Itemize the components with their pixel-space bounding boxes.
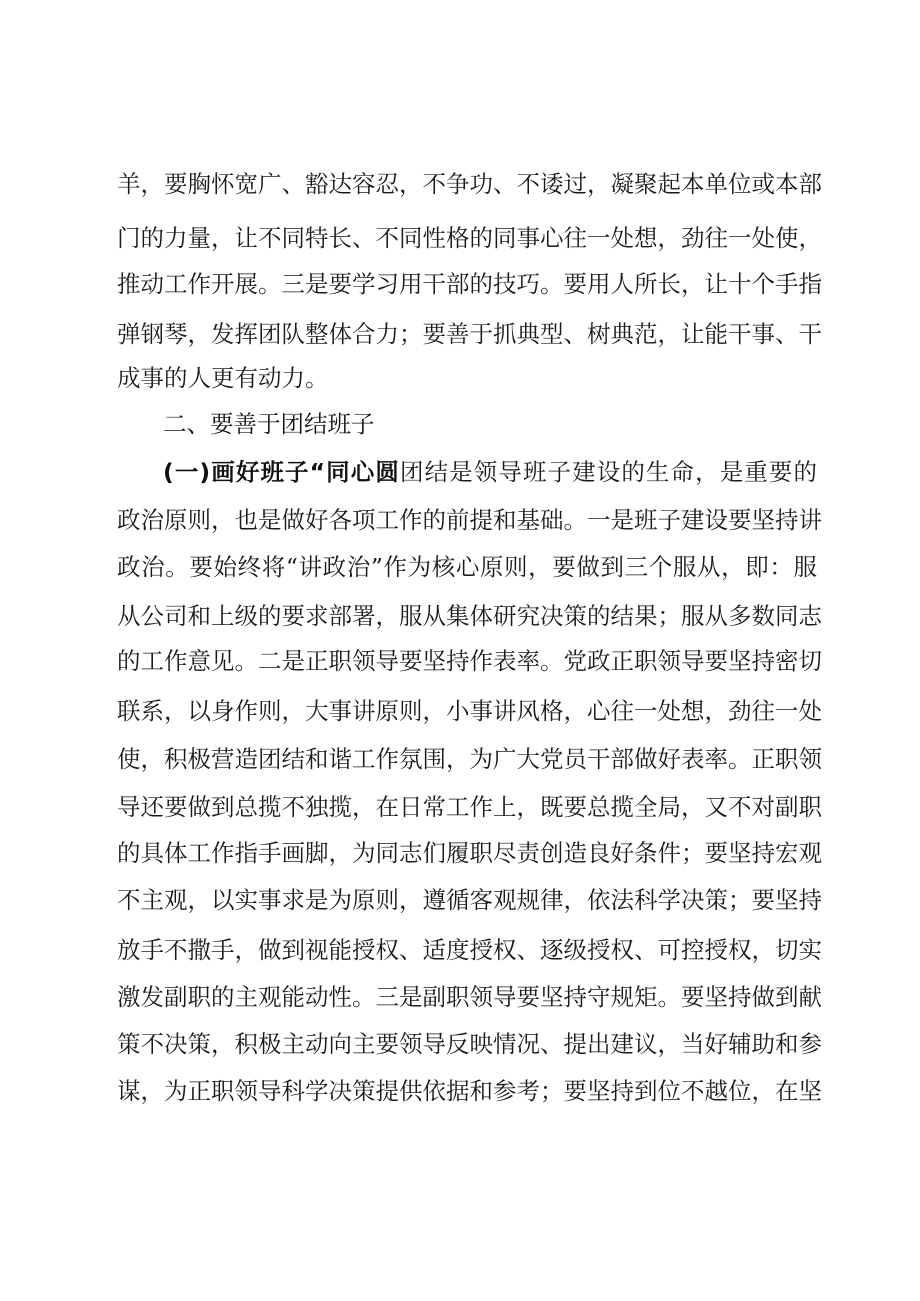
paragraph-line: 放手不撒手，做到视能授权、适度授权、逐级授权、可控授权，切实 — [117, 936, 822, 964]
subsection-title: (一)画好班子“同心圆 — [163, 458, 400, 486]
paragraph-line: 策不决策，积极主动向主要领导反映情况、提出建议，当好辅助和参 — [117, 1030, 822, 1058]
paragraph-line: 弹钢琴，发挥团队整体合力；要善于抓典型、树典范，让能干事、干 — [117, 320, 822, 348]
paragraph-line: 政治。要始终将“讲政治”作为核心原则，要做到三个服从，即：服 — [117, 553, 817, 581]
paragraph-line: 的具体工作指手画脚，为同志们履职尽责创造良好条件；要坚持宏观 — [117, 839, 822, 867]
section-heading: 二、要善于团结班子 — [163, 410, 375, 438]
paragraph-line: 谋，为正职领导科学决策提供依据和参考；要坚持到位不越位，在坚 — [117, 1077, 822, 1105]
paragraph-line: 从公司和上级的要求部署，服从集体研究决策的结果；服从多数同志 — [117, 602, 822, 630]
paragraph-line: 推动工作开展。三是要学习用干部的技巧。要用人所长，让十个手指 — [117, 270, 822, 298]
paragraph-line: 羊，要胸怀宽广、豁达容忍，不争功、不诿过，凝聚起本单位或本部 — [117, 170, 822, 198]
paragraph-line: 政治原则，也是做好各项工作的前提和基础。一是班子建设要坚持讲 — [117, 506, 822, 534]
paragraph-line: 的工作意见。二是正职领导要坚持作表率。党政正职领导要坚持密切 — [117, 647, 822, 675]
paragraph-line: 激发副职的主观能动性。三是副职领导要坚持守规矩。要坚持做到献 — [117, 983, 822, 1011]
subsection-first-line — [163, 452, 817, 492]
paragraph-line: 导还要做到总揽不独揽，在日常工作上，既要总揽全局，又不对副职 — [117, 793, 822, 821]
paragraph-line: 成事的人更有动力。 — [117, 364, 329, 392]
paragraph-line: 使，积极营造团结和谐工作氛围，为广大党员干部做好表率。正职领 — [117, 745, 822, 773]
paragraph-line: 门的力量，让不同特长、不同性格的同事心往一处想，劲往一处使， — [117, 224, 822, 252]
subsection-first-line-text: 团结是领导班子建设的生命，是重要的 — [399, 458, 818, 486]
paragraph-line: 不主观，以实事求是为原则，遵循客观规律，依法科学决策；要坚持 — [117, 886, 822, 914]
paragraph-line: 联系，以身作则，大事讲原则，小事讲风格，心往一处想，劲往一处 — [117, 697, 822, 725]
